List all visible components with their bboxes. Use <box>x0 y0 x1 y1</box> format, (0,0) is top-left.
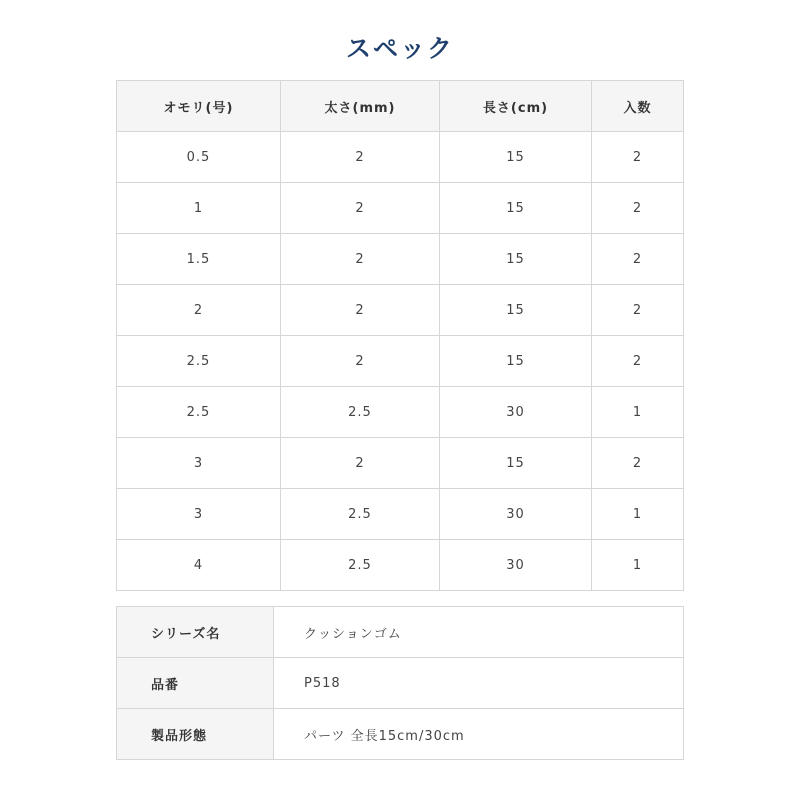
cell-thickness: 2 <box>281 132 440 183</box>
cell-quantity: 2 <box>592 285 684 336</box>
cell-length: 15 <box>440 285 592 336</box>
table-row <box>117 285 684 336</box>
info-row-series <box>117 607 684 658</box>
info-value: P518 <box>274 658 684 709</box>
cell-weight: 2.5 <box>117 387 281 438</box>
info-label: 品番 <box>117 658 274 709</box>
table-row <box>117 234 684 285</box>
table-row <box>117 438 684 489</box>
header-thickness: 太さ(mm) <box>281 81 440 132</box>
cell-length: 30 <box>440 387 592 438</box>
page-title: スペック <box>345 34 454 63</box>
cell-weight: 1.5 <box>117 234 281 285</box>
cell-weight: 4 <box>117 540 281 591</box>
cell-length: 15 <box>440 336 592 387</box>
cell-length: 15 <box>440 132 592 183</box>
cell-quantity: 1 <box>592 540 684 591</box>
cell-quantity: 1 <box>592 489 684 540</box>
cell-thickness: 2 <box>281 285 440 336</box>
header-length: 長さ(cm) <box>440 81 592 132</box>
cell-thickness: 2 <box>281 234 440 285</box>
table-row <box>117 540 684 591</box>
info-label: シリーズ名 <box>117 607 274 658</box>
cell-quantity: 2 <box>592 336 684 387</box>
cell-quantity: 2 <box>592 234 684 285</box>
cell-length: 30 <box>440 489 592 540</box>
cell-quantity: 1 <box>592 387 684 438</box>
cell-quantity: 2 <box>592 132 684 183</box>
cell-thickness: 2 <box>281 438 440 489</box>
info-row-product-form <box>117 709 684 760</box>
spec-table <box>116 80 684 591</box>
info-label: 製品形態 <box>117 709 274 760</box>
spec-header-row <box>117 81 684 132</box>
info-value: クッションゴム <box>274 607 684 658</box>
cell-weight: 2 <box>117 285 281 336</box>
cell-thickness: 2 <box>281 183 440 234</box>
cell-weight: 3 <box>117 438 281 489</box>
cell-weight: 1 <box>117 183 281 234</box>
table-row <box>117 132 684 183</box>
table-row <box>117 336 684 387</box>
cell-quantity: 2 <box>592 438 684 489</box>
cell-quantity: 2 <box>592 183 684 234</box>
cell-thickness: 2.5 <box>281 387 440 438</box>
table-row <box>117 387 684 438</box>
product-info-table <box>116 606 684 760</box>
table-row <box>117 183 684 234</box>
cell-length: 30 <box>440 540 592 591</box>
info-value: パーツ 全長15cm/30cm <box>274 709 684 760</box>
cell-weight: 0.5 <box>117 132 281 183</box>
cell-weight: 3 <box>117 489 281 540</box>
cell-length: 15 <box>440 438 592 489</box>
cell-length: 15 <box>440 183 592 234</box>
table-row <box>117 489 684 540</box>
cell-length: 15 <box>440 234 592 285</box>
header-weight: オモリ(号) <box>117 81 281 132</box>
header-quantity: 入数 <box>592 81 684 132</box>
cell-thickness: 2.5 <box>281 489 440 540</box>
cell-thickness: 2.5 <box>281 540 440 591</box>
info-row-part-number <box>117 658 684 709</box>
cell-thickness: 2 <box>281 336 440 387</box>
cell-weight: 2.5 <box>117 336 281 387</box>
